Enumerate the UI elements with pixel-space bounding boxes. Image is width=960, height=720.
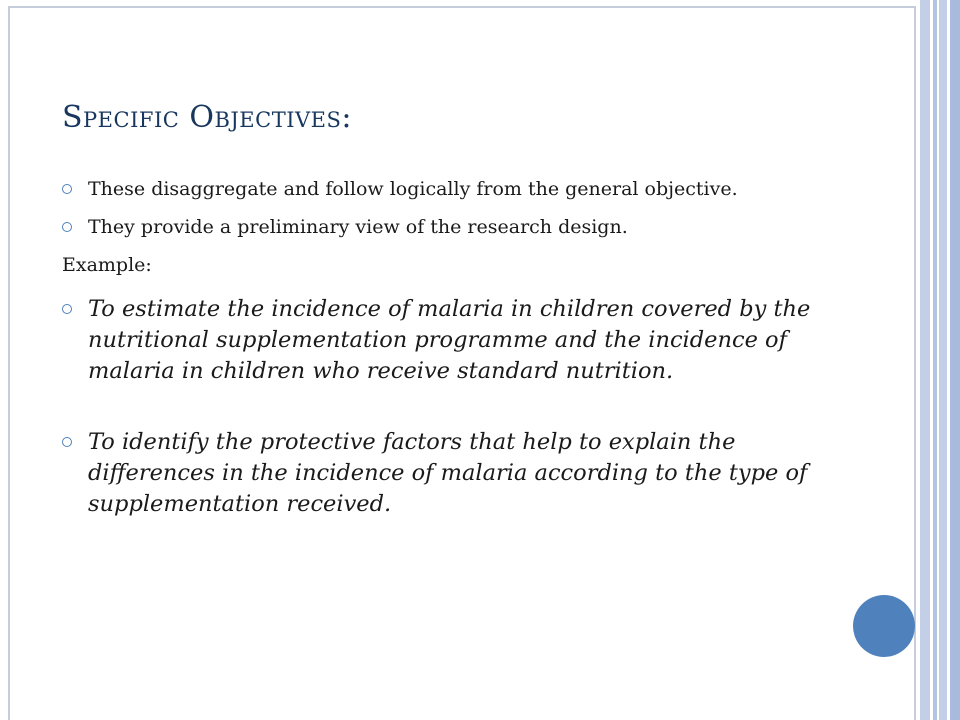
decorative-stripes	[916, 0, 960, 720]
example-label: Example:	[62, 254, 152, 276]
bullet-item	[62, 214, 832, 240]
example-text: To identify the protective factors that help to explain the differences in the incidence of malaria according to the type of supplementation received.	[88, 429, 808, 517]
bullet-text: These disaggregate and follow logically from the general objective.	[88, 178, 738, 200]
bullet-icon	[62, 184, 72, 194]
bullet-icon	[62, 304, 72, 314]
example-item	[62, 427, 832, 520]
bullet-item	[62, 176, 832, 202]
decorative-circle	[853, 595, 915, 657]
bullet-icon	[62, 222, 72, 232]
example-text: To estimate the incidence of malaria in children covered by the nutritional supplementation programme and the incidence of malaria in children who receive standard nutrition.	[88, 296, 811, 384]
bullet-icon	[62, 437, 72, 447]
bullet-text: They provide a preliminary view of the research design.	[88, 216, 628, 238]
slide-content	[62, 176, 832, 560]
slide-title: Specific Objectives:	[62, 100, 352, 135]
example-item	[62, 294, 832, 387]
